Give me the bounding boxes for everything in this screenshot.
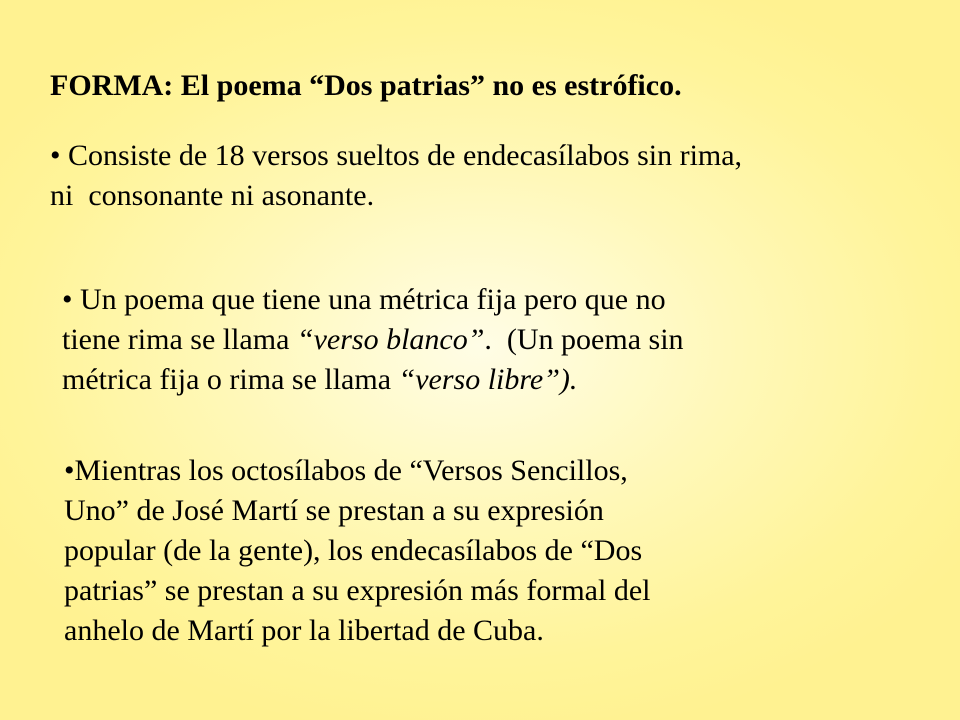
slide-title: FORMA: El poema “Dos patrias” no es estrófico. xyxy=(50,69,682,102)
bullet2-line3-start: métrica fija o rima se llama xyxy=(62,363,399,396)
bullet3-line4: patrias” se prestan a su expresión más formal del xyxy=(64,574,651,607)
bullet3-line1: •Mientras los octosílabos de “Versos Sencillos, xyxy=(64,454,628,487)
bullet3-line2: Uno” de José Martí se prestan a su expresión xyxy=(64,494,604,527)
term-verso-blanco: “verso blanco” xyxy=(296,323,485,356)
bullet2-line2-start: tiene rima se llama xyxy=(62,323,297,356)
bullet2-line3 xyxy=(62,360,684,400)
bullet3-line5: anhelo de Martí por la libertad de Cuba. xyxy=(64,614,544,647)
bullet2-line2-end: . (Un poema sin xyxy=(484,323,684,356)
bullet3-line3: popular (de la gente), los endecasílabos de “Dos xyxy=(64,534,643,567)
bullet-verso-blanco xyxy=(62,280,684,400)
bullet1-line1: • Consiste de 18 versos sueltos de endecasílabos sin rima, xyxy=(50,139,743,172)
bullet1-line2: ni consonante ni asonante. xyxy=(50,179,375,212)
bullet2-line1: • Un poema que tiene una métrica fija pero que no xyxy=(62,283,666,316)
bullet2-line2 xyxy=(62,320,684,360)
term-verso-libre: “verso libre”). xyxy=(398,363,578,396)
bullet-comparison xyxy=(64,451,650,651)
bullet-form-description xyxy=(50,136,742,216)
